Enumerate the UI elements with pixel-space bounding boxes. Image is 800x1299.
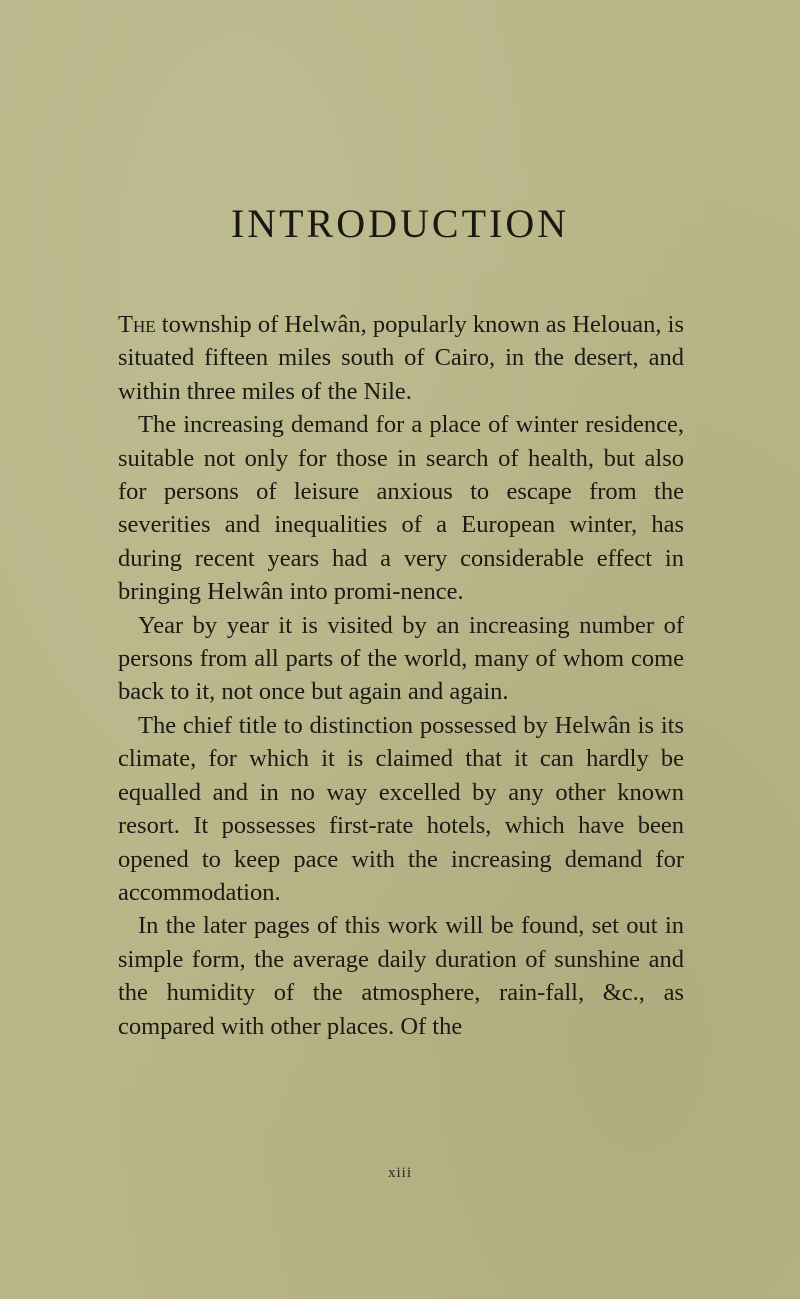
paragraph-5: In the later pages of this work will be found, set out in simple form, the average daily duration of sunshine and the humidity of the atmosphere, rain-fall, &c., as compared with other places. Of the xyxy=(118,912,684,1040)
paragraph-4: The chief title to distinction possessed by Helwân is its climate, for which it is claimed that it can hardly be equalled and in no way excelled by any other known resort. It possesses first-rate hotels, which have been opened to keep pace with the increasing demand for accommodation. xyxy=(118,711,684,906)
chapter-heading: INTRODUCTION xyxy=(230,201,570,246)
body-text xyxy=(118,308,684,1043)
page-number: xiii xyxy=(387,1165,412,1181)
paragraph-2: The increasing demand for a place of winter residence, suitable not only for those in search of health, but also for persons of leisure anxious to escape from the severities and inequalities of a European winter, has during recent years had a very considerable effect in bringing Helwân into promi-nence. xyxy=(118,411,684,606)
paragraph-3: Year by year it is visited by an increasing number of persons from all parts of the world, many of whom come back to it, not once but again and again. xyxy=(118,611,684,706)
paragraph-1 xyxy=(118,308,684,408)
paragraph-lead-word: The xyxy=(118,311,156,338)
paragraph-1-text: township of Helwân, popularly known as Helouan, is situated fifteen miles south of Cairo, in the desert, and within three miles of the Nile. xyxy=(118,311,684,405)
